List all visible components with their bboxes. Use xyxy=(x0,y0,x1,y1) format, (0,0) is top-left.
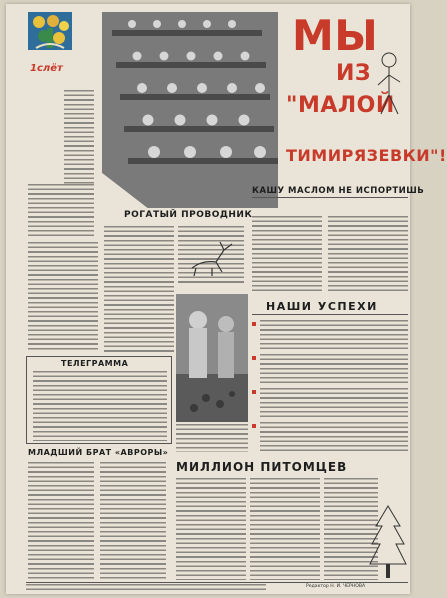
uspekhi-bullet-1 xyxy=(252,322,256,326)
headline-line-4: ТИМИРЯЗЕВКИ"! xyxy=(286,146,447,165)
uspekhi-item-1 xyxy=(260,320,408,350)
tractor-girl-illustration-icon xyxy=(372,50,406,120)
deer-illustration xyxy=(182,238,242,278)
kashu-col-1 xyxy=(252,216,322,292)
uspekhi-item-3 xyxy=(260,388,408,418)
mladshiy-col-2 xyxy=(100,462,166,580)
footer-editor: Редактор Н. И. ЧЕРНОВА xyxy=(306,584,366,589)
left-mid-text xyxy=(28,242,98,352)
million-col-2 xyxy=(250,478,320,580)
intro-text-wide xyxy=(28,184,94,238)
uspekhi-item-4 xyxy=(260,422,408,454)
telegramma-box xyxy=(26,356,172,444)
uspekhi-rule xyxy=(252,314,408,315)
flower-logo-icon xyxy=(28,12,72,62)
mladshiy-heading: МЛАДШИЙ БРАТ «АВРОРЫ» xyxy=(28,448,169,457)
uspekhi-item-2 xyxy=(260,354,408,384)
logo-caption: 1слёт xyxy=(30,63,63,74)
farm-photo xyxy=(176,294,248,422)
kashu-heading: КАШУ МАСЛОМ НЕ ИСПОРТИШЬ xyxy=(252,186,425,196)
deer-icon xyxy=(182,238,242,278)
farm-photo-caption xyxy=(176,424,248,452)
telegramma-heading: ТЕЛЕГРАММА xyxy=(61,359,129,368)
kashu-rule xyxy=(252,197,408,198)
rogaty-heading: РОГАТЫЙ ПРОВОДНИК xyxy=(124,210,253,220)
mladshiy-col-1 xyxy=(28,462,94,580)
uspekhi-bullet-2 xyxy=(252,356,256,360)
telegramma-text xyxy=(33,371,167,441)
uspekhi-bullet-4 xyxy=(252,424,256,428)
headline-line-2: ИЗ xyxy=(336,61,372,86)
festival-logo xyxy=(28,12,72,62)
rogaty-col-1 xyxy=(104,226,174,352)
pine-tree-icon xyxy=(368,504,408,580)
million-heading: МИЛЛИОН ПИТОМЦЕВ xyxy=(176,460,348,474)
headline-line-3: "МАЛОЙ xyxy=(286,93,395,118)
footer-rule xyxy=(26,582,408,583)
classroom-photo xyxy=(102,12,278,208)
uspekhi-box xyxy=(252,300,408,458)
newspaper-page xyxy=(6,4,447,594)
headline xyxy=(284,10,447,180)
million-col-1 xyxy=(176,478,246,580)
headline-line-1: МЫ xyxy=(292,11,379,60)
uspekhi-bullet-3 xyxy=(252,390,256,394)
uspekhi-heading: НАШИ УСПЕХИ xyxy=(266,300,378,313)
intro-text xyxy=(64,90,94,184)
kashu-col-2 xyxy=(328,216,408,292)
footer-address xyxy=(26,584,266,592)
